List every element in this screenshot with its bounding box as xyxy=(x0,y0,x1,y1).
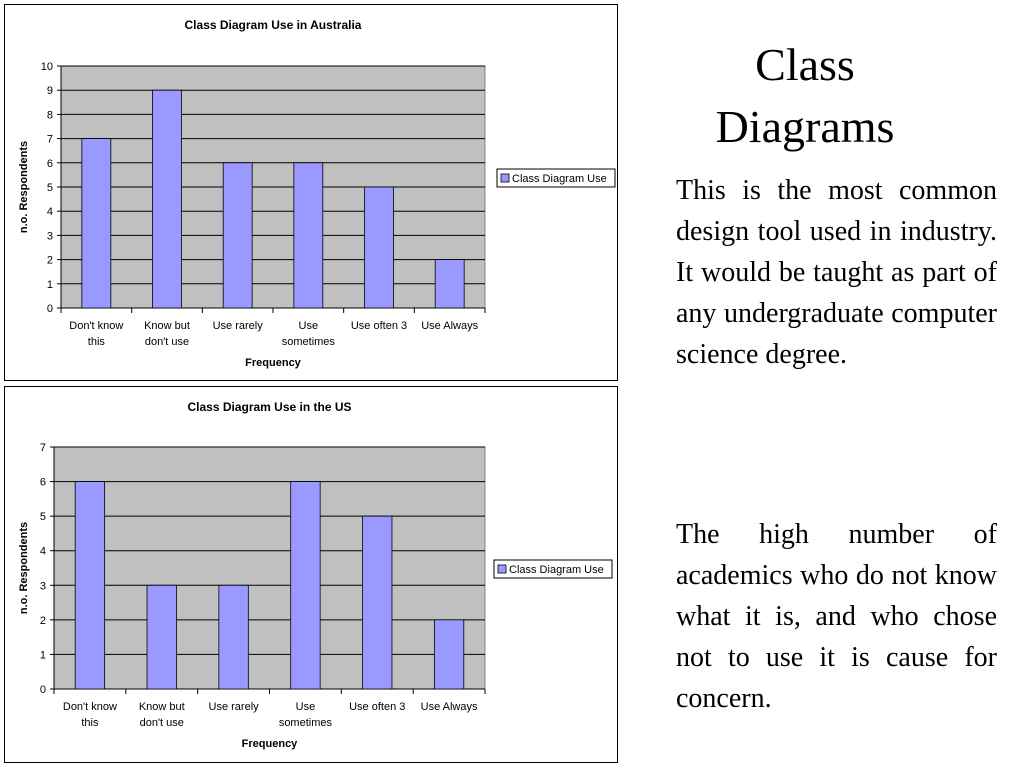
chart-0-x-tick-label-line: Know but xyxy=(144,320,190,332)
chart-1-x-tick-label-line: Know but xyxy=(138,701,185,713)
chart-1-x-tick-label xyxy=(421,701,478,713)
chart-1-y-tick-label: 7 xyxy=(39,442,46,454)
chart-0-legend-label: Class Diagram Use xyxy=(512,173,607,185)
slide-title-line2: Diagrams xyxy=(715,101,895,152)
chart-0-x-tick-label xyxy=(351,320,407,332)
chart-1-legend-swatch xyxy=(498,565,506,573)
chart-0-y-tick-label: 3 xyxy=(46,230,53,243)
chart-0-x-tick-label-line: Use often 3 xyxy=(350,320,408,332)
chart-1-y-tick-label: 3 xyxy=(39,580,46,593)
chart-1-bar xyxy=(363,516,392,689)
chart-1-plot-area xyxy=(54,447,485,689)
chart-1-y-tick-label: 1 xyxy=(39,649,46,662)
chart-0-legend-swatch xyxy=(501,174,509,182)
chart-0-x-tick-label-line: don't use xyxy=(144,336,190,348)
slide-title-line1: Class xyxy=(755,39,855,90)
chart-0-x-tick-label xyxy=(421,320,478,332)
chart-0-x-axis-label: Frequency xyxy=(245,357,301,369)
chart-0-y-tick-label: 6 xyxy=(46,157,53,170)
chart-0-y-tick-label: 1 xyxy=(46,278,53,291)
chart-0-x-tick-label xyxy=(144,320,190,348)
chart-0-y-tick-label: 0 xyxy=(46,303,53,315)
chart-0-x-tick-label xyxy=(282,320,336,348)
chart-0-y-tick-label: 7 xyxy=(46,133,53,146)
chart-1-x-tick-label xyxy=(209,701,260,713)
chart-0-y-tick-label: 5 xyxy=(46,182,53,194)
chart-1-x-tick-label-line: Use often 3 xyxy=(349,701,406,713)
chart-1-bar xyxy=(291,482,320,689)
chart-1-x-tick-label xyxy=(279,701,333,729)
chart-0-y-tick-label: 4 xyxy=(46,206,53,219)
chart-us xyxy=(4,386,618,763)
chart-1-y-tick-label: 6 xyxy=(39,476,46,489)
chart-1-x-tick-label xyxy=(139,701,185,729)
chart-1-bar xyxy=(75,482,104,689)
chart-1-y-tick-label: 2 xyxy=(39,614,46,627)
chart-1-x-tick-label-line: this xyxy=(81,717,99,729)
chart-0-y-tick-label: 9 xyxy=(46,85,53,98)
chart-1-y-axis-label: n.o. Respondents xyxy=(18,521,30,615)
chart-0-bar xyxy=(294,163,323,308)
chart-0-y-tick-label: 8 xyxy=(46,109,53,122)
chart-0-bar xyxy=(82,139,111,308)
chart-0-x-tick-label-line: sometimes xyxy=(281,336,335,348)
chart-1-x-tick-label-line: Use rarely xyxy=(208,701,259,713)
chart-0-title: Class Diagram Use in Australia xyxy=(184,18,362,32)
chart-0-y-axis-label: n.o. Respondents xyxy=(18,140,30,234)
chart-1-x-tick-label-line: don't use xyxy=(139,717,184,729)
chart-0-x-tick-label-line: Use rarely xyxy=(212,320,263,332)
chart-0-x-tick-label-line: this xyxy=(87,336,105,348)
chart-1-legend-label: Class Diagram Use xyxy=(509,564,604,576)
chart-0-bar xyxy=(153,90,182,308)
chart-1-x-tick-label-line: Use xyxy=(295,701,316,713)
chart-0-bar xyxy=(435,260,464,308)
chart-1-y-tick-label: 4 xyxy=(39,545,46,558)
chart-0-x-tick-label-line: Don't know xyxy=(69,320,124,332)
chart-1-x-tick-label-line: sometimes xyxy=(278,717,333,729)
chart-1-x-tick-label xyxy=(349,701,405,713)
chart-1-bar xyxy=(147,585,176,689)
chart-0-x-tick-label-line: Use Always xyxy=(421,320,479,332)
chart-1-x-tick-label-line: Don't know xyxy=(62,701,117,713)
chart-0-y-tick-label: 10 xyxy=(40,61,53,73)
body-paragraph-1: This is the most common design tool used in industry. It would be taught as part of any undergraduate computer science degree. xyxy=(676,175,997,370)
body-paragraph-2: The high number of academics who do not know what it is, and who chose not to use it is cause for concern. xyxy=(676,519,997,714)
chart-australia-svg xyxy=(5,5,617,380)
chart-1-bar xyxy=(434,620,463,689)
chart-0-x-tick-label-line: Use xyxy=(298,320,319,332)
chart-0-y-tick-label: 2 xyxy=(46,254,53,267)
chart-1-bar xyxy=(219,585,248,689)
chart-0-x-tick-label xyxy=(213,320,264,332)
chart-us-svg xyxy=(5,387,617,762)
chart-australia xyxy=(4,4,618,381)
chart-1-x-tick-label-line: Use Always xyxy=(420,701,478,713)
chart-1-x-tick-label xyxy=(63,701,117,729)
chart-0-x-tick-label xyxy=(69,320,123,348)
slide-title xyxy=(650,34,960,158)
chart-1-title: Class Diagram Use in the US xyxy=(187,400,352,414)
chart-1-y-tick-label: 5 xyxy=(39,511,46,524)
chart-1-y-tick-label: 0 xyxy=(39,684,46,696)
chart-0-bar xyxy=(365,187,394,308)
chart-0-bar xyxy=(223,163,252,308)
chart-1-x-axis-label: Frequency xyxy=(241,738,298,750)
